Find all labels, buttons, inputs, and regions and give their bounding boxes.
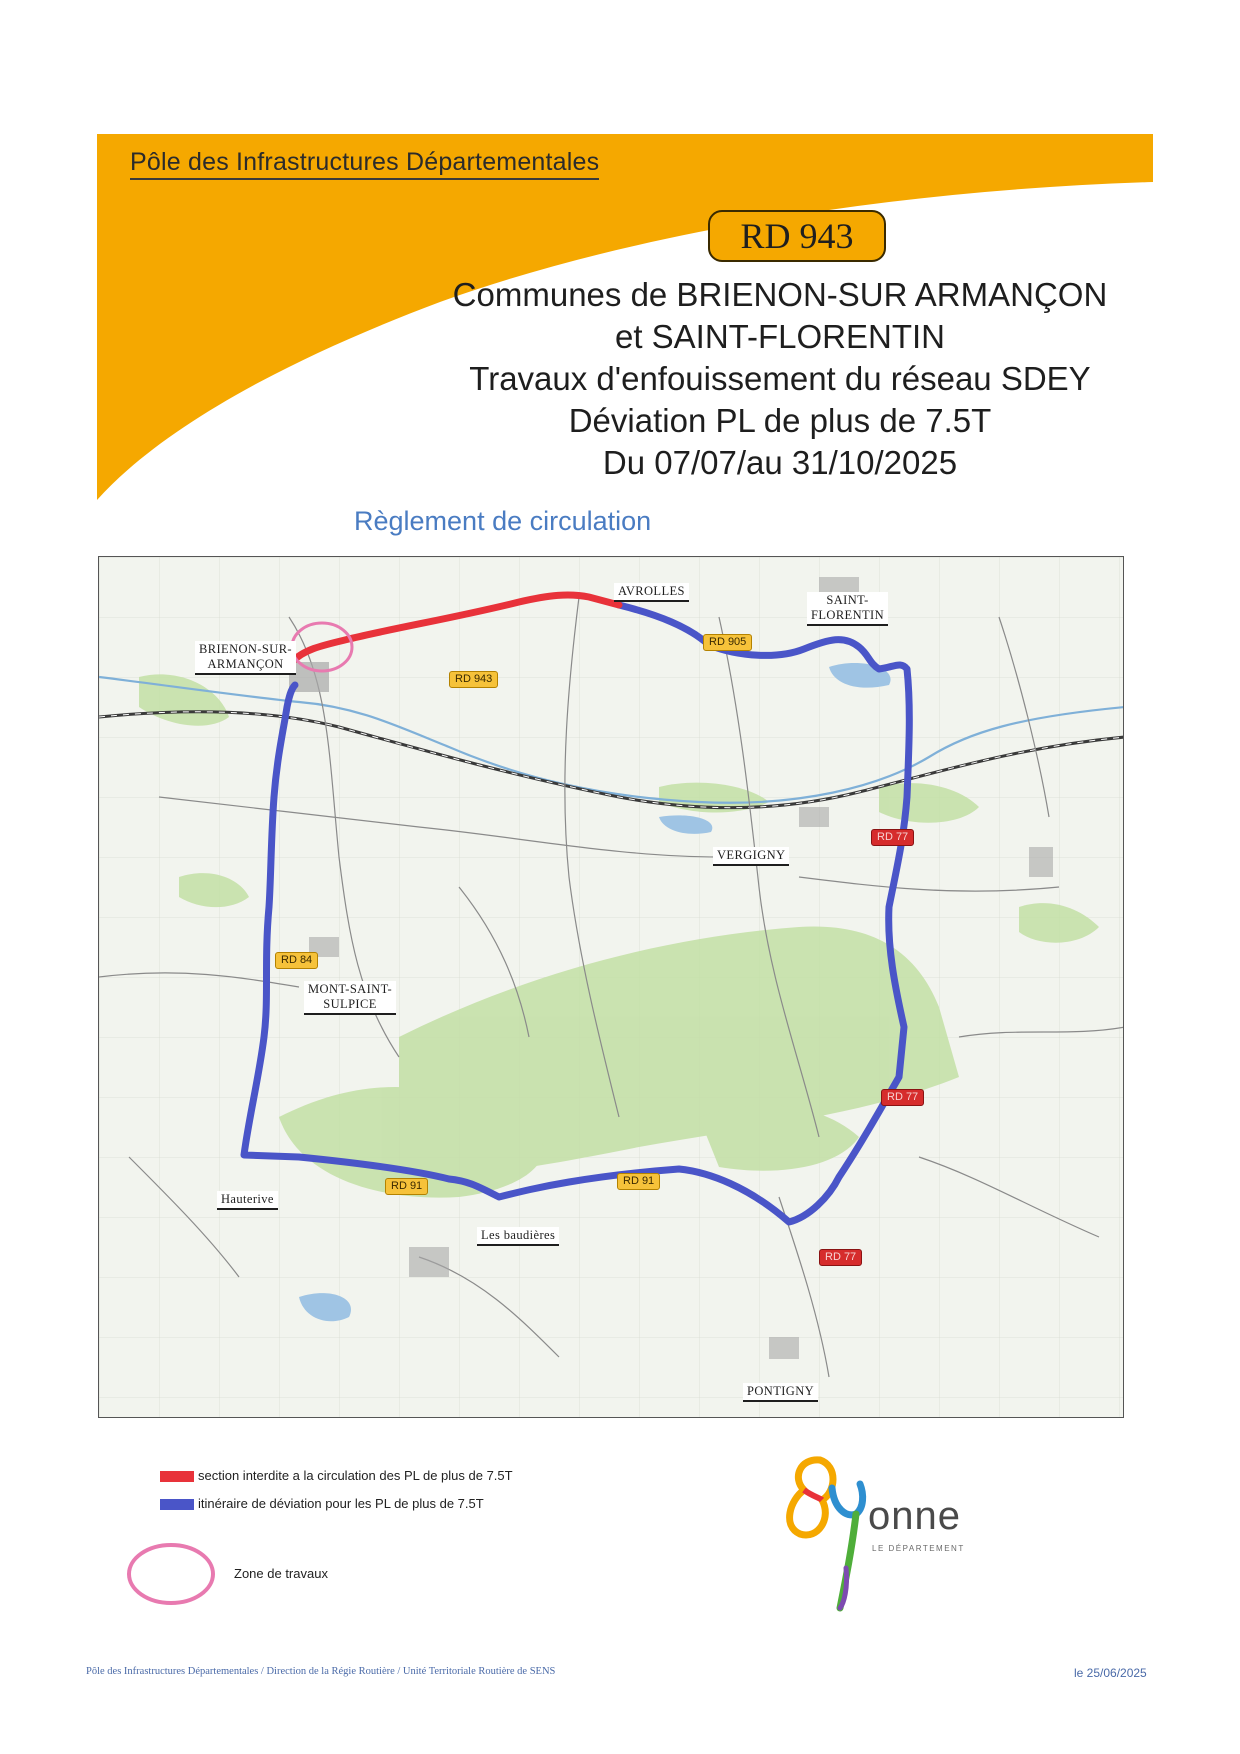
yonne-logo-caption: LE DÉPARTEMENT (872, 1544, 965, 1553)
legend-swatch-detour (160, 1499, 194, 1510)
town-brienon-line-2: ARMANÇON (207, 657, 284, 671)
town-mss-line-2: SULPICE (323, 997, 377, 1011)
road-label-rd84: RD 84 (275, 952, 318, 969)
title-line-5: Du 07/07/au 31/10/2025 (602, 444, 958, 481)
title-line-2: et SAINT-FLORENTIN (614, 318, 946, 355)
road-label-rd77-north: RD 77 (871, 829, 914, 846)
town-les-baudieres: Les baudières (477, 1227, 559, 1246)
town-mont-saint-sulpice (304, 981, 396, 1015)
town-mss-line-1: MONT-SAINT- (308, 982, 393, 996)
organization-name: Pôle des Infrastructures Départementales (130, 148, 599, 180)
town-saint-florentin-line-2: FLORENTIN (811, 608, 885, 622)
road-label-rd77-south: RD 77 (819, 1249, 862, 1266)
legend-swatch-forbidden (160, 1471, 194, 1482)
map-canvas (99, 557, 1124, 1418)
town-saint-florentin-line-1: SAINT- (826, 593, 869, 607)
town-brienon-line-1: BRIENON-SUR- (199, 642, 292, 656)
title-line-4: Déviation PL de plus de 7.5T (568, 402, 992, 439)
title-line-3: Travaux d'enfouissement du réseau SDEY (469, 360, 1091, 397)
footer-date: le 25/06/2025 (1074, 1666, 1147, 1680)
title-line-1: Communes de BRIENON-SUR ARMANÇON (452, 276, 1108, 313)
yonne-logo-text: onne (868, 1494, 961, 1538)
subtitle: Règlement de circulation (354, 506, 652, 536)
road-code-badge: RD 943 (708, 210, 886, 262)
legend-detour-text: itinéraire de déviation pour les PL de plus de 7.5T (198, 1496, 484, 1511)
legend-works-zone-text: Zone de travaux (234, 1566, 328, 1581)
detour-map (98, 556, 1124, 1418)
road-label-rd943: RD 943 (449, 671, 498, 688)
town-vergigny: VERGIGNY (713, 847, 789, 866)
legend-forbidden-text: section interdite a la circulation des PL de plus de 7.5T (198, 1468, 513, 1483)
town-pontigny: PONTIGNY (743, 1383, 818, 1402)
road-label-rd905: RD 905 (703, 634, 752, 651)
road-label-rd91-west: RD 91 (385, 1178, 428, 1195)
title-block (360, 274, 1200, 484)
town-hauterive: Hauterive (217, 1191, 278, 1210)
footer-credits: Pôle des Infrastructures Départementales / Direction de la Régie Routière / Unité Territoriale Routière de SENS (86, 1666, 556, 1677)
yonne-logo (760, 1448, 980, 1618)
town-saint-florentin (807, 592, 888, 626)
legend-works-zone-icon (124, 1540, 218, 1608)
road-label-rd91-east: RD 91 (617, 1173, 660, 1190)
town-avrolles: AVROLLES (614, 583, 689, 602)
road-label-rd77-mid: RD 77 (881, 1089, 924, 1106)
town-brienon (195, 641, 296, 675)
